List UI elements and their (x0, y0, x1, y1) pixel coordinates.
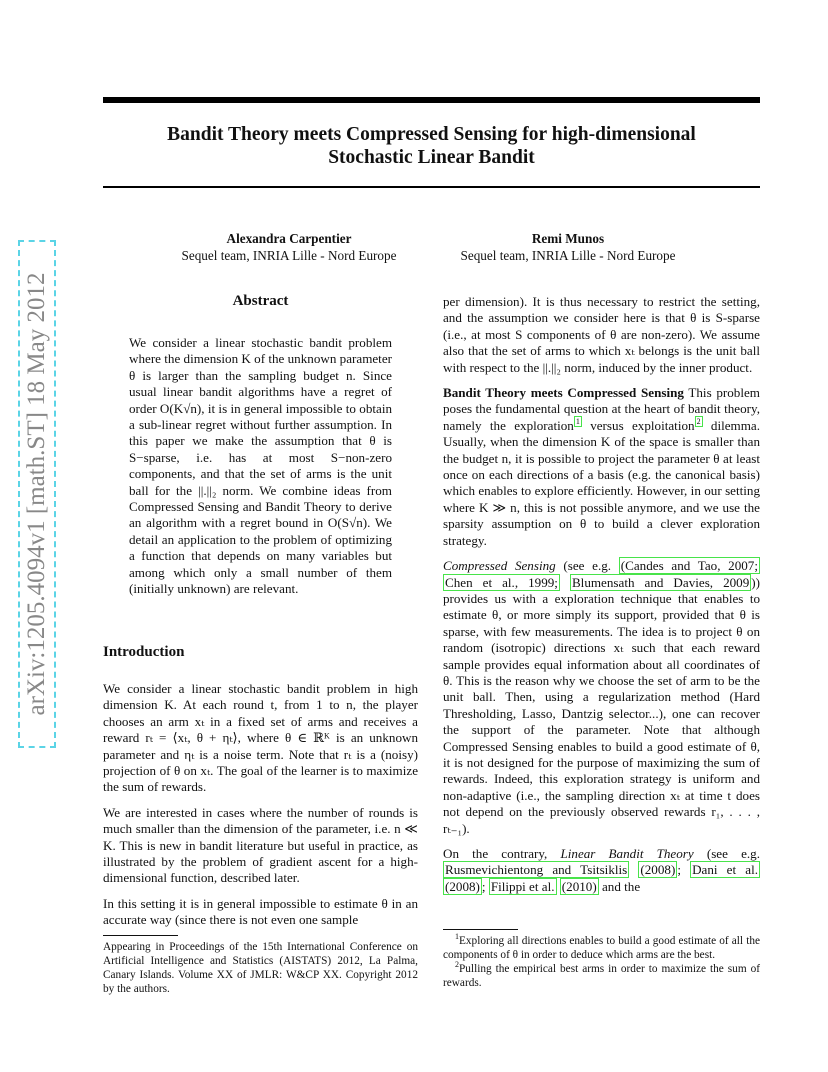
title-line-2: Stochastic Linear Bandit (328, 147, 535, 168)
citation-year[interactable]: (2008) (640, 862, 676, 878)
author-affiliation: Sequel team, INRIA Lille - Nord Europe (181, 248, 397, 263)
intro-paragraph-1: We consider a linear stochastic bandit problem in high dimension K. At each round t, from 1 to n, the player chooses an arm xₜ in a fixed set of arms and receives a reward rₜ = ⟨xₜ, θ + ηₜ⟩, where θ ∈ ℝᴷ is an unknown parameter and ηₜ is a noise term. Note that rₜ is a (noisy) projection of θ on xₜ. The goal of the learner is to maximize the sum of rewards. (103, 681, 418, 795)
text-span: On the contrary, (443, 846, 561, 861)
citation-candes-tao[interactable]: (Candes and Tao, 2007; (620, 558, 758, 574)
abstract-paragraph: We consider a linear stochastic bandit problem where the dimension K of the unknown parameter θ is larger than the sampling budget n. Since usual linear bandit algorithms have a regret of order O(K√n), it is in general impossible to obtain a sub-linear regret without further assumption. In this paper we make the assumption that θ is S−sparse, i.e. has at most S−non-zero components, and that the set of arms is the unit ball for the ||.||₂ norm. We combine ideas from Compressed Sensing and Bandit Theory to derive an algorithm with a regret bound in O(S√n). We detail an application to the problem of optimizing a function that depends on many variables but among which only a small number of them (initially unknown) are relevant. (129, 335, 392, 597)
intro-paragraph-3: In this setting it is in general impossible to estimate θ in an accurate way (since there is not even one sample (103, 895, 418, 928)
right-column-text (443, 294, 760, 895)
author-name: Alexandra Carpentier (226, 231, 352, 246)
citation-filippi[interactable]: Filippi et al. (490, 878, 555, 894)
right-paragraph-4: On the contrary, Linear Bandit Theory (see e.g. Rusmevichientong and Tsitsiklis (2008) ; Dani et al. (2008) ; Filippi et al. (2010) and the (443, 846, 760, 894)
right-footnotes (443, 934, 760, 990)
text-span: (see e.g. (555, 558, 619, 574)
emphasis: Linear Bandit Theory (560, 846, 694, 861)
text-span: (see e.g. (693, 846, 760, 861)
citation-chen[interactable]: Chen et al., 1999; (445, 574, 558, 590)
footnote-2 (443, 962, 760, 990)
right-paragraph-3 (443, 558, 760, 837)
footnote-link-2[interactable]: 2 (696, 417, 701, 427)
arxiv-id: arXiv:1205.4094v1 [math.ST] 18 May 2012 (23, 272, 50, 716)
text-span: and the (598, 878, 641, 894)
title-line-1: Bandit Theory meets Compressed Sensing for high-dimensional (167, 124, 696, 145)
footnote-text: Exploring all directions enables to build a good estimate of all the components of θ in order to deduce which arms are the best. (443, 935, 760, 961)
title-top-rule (103, 97, 760, 103)
introduction-heading: Introduction (103, 644, 185, 660)
citation-rusmevichientong[interactable]: Rusmevichientong and Tsitsiklis (445, 862, 628, 878)
abstract-heading: Abstract (232, 293, 289, 309)
proceedings-footnote (103, 940, 418, 996)
paper-title (103, 123, 760, 169)
runin-heading: Bandit Theory meets Compressed Sensing (443, 385, 684, 401)
abstract-text (129, 335, 392, 598)
author-name: Remi Munos (531, 231, 605, 246)
footnote-1 (443, 934, 760, 962)
proceedings-note: Appearing in Proceedings of the 15th International Conference on Artificial Intelligence and Statistics (AISTATS) 2012, La Palma, Canary Islands. Volume XX of JMLR: W&CP XX. Copyright 2012 by the authors. (103, 941, 418, 995)
footnote-link-1[interactable]: 1 (575, 417, 580, 427)
text-span: )) provides us with a exploration technique that enables to estimate θ, or more simply its support, provided that θ is sparse, with few measurements. The idea is to project θ on random (isotropic) directions xₜ such that each reward sample provides equal information about all coordinates of θ. This is the reason why we choose the set of arm to be the unit ball. Then, using a regularization method (Hard Thresholding, Lasso, Dantzig selector...), one can recover the support of the parameter. Note that although Compressed Sensing enables to build a good estimate of θ, it is not designed for the purpose of maximizing the sum of rewards. Indeed, this exploration strategy is uniform and non-adaptive (i.e., the sampling direction xₜ at time t does not depend on the previously observed rewards r₁, . . . , rₜ₋₁). (443, 574, 760, 836)
author-block-1 (159, 230, 419, 264)
title-bottom-rule (103, 186, 760, 188)
arxiv-stamp[interactable] (18, 240, 56, 748)
text-span: versus exploitation (581, 417, 695, 433)
citation-dani[interactable]: Dani et al. (692, 862, 758, 878)
author-block-2 (438, 230, 698, 264)
text-span: This problem poses the fundamental question at the heart of bandit theory, namely the exploration (443, 385, 760, 433)
footnote-mark: 2 (455, 960, 459, 970)
citation-year[interactable]: (2010) (561, 878, 597, 894)
footnote-text: Pulling the empirical best arms in order to maximize the sum of rewards. (443, 963, 760, 989)
footnote-mark: 1 (455, 932, 459, 942)
emphasis: Compressed Sensing (443, 558, 556, 574)
introduction-text (103, 681, 418, 929)
citation-year[interactable]: (2008) (445, 878, 480, 894)
citation-blumensath[interactable]: Blumensath and Davies, 2009 (571, 574, 750, 590)
author-affiliation: Sequel team, INRIA Lille - Nord Europe (460, 248, 676, 263)
text-span: dilemma. Usually, when the dimension K of the space is smaller than the budget n, it is possible to project the parameter θ at least once on each directions of a basis (e.g. the canonical basis) which enables to explore efficiently. However, in our setting where K ≫ n, this is not possible anymore, and we use the sparsity assumption on θ to build a clever exploration strategy. (443, 417, 760, 548)
footnote-rule-left (103, 935, 178, 936)
right-paragraph-1: per dimension). It is thus necessary to restrict the setting, and the assumption we consider here is that θ is S-sparse (i.e., at most S components of θ are non-zero). We assume also that the set of arms to which xₜ belongs is the unit ball with respect to the ||.||₂ norm, induced by the inner product. (443, 294, 760, 375)
footnote-rule-right (443, 929, 518, 930)
intro-paragraph-2: We are interested in cases where the number of rounds is much smaller than the dimension of the parameter, i.e. n ≪ K. This is new in bandit literature but useful in practice, as illustrated by the problem of gradient ascent for a high-dimensional function, described later. (103, 804, 418, 886)
right-paragraph-2 (443, 385, 760, 549)
